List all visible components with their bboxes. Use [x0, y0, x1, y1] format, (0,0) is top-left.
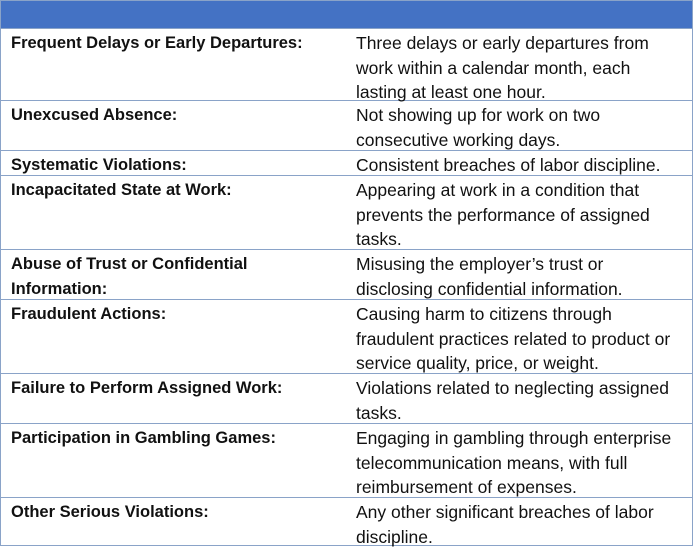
table-row — [1, 497, 692, 545]
violation-description: Three delays or early departures from work within a calendar month, each lasting at least one hour. — [356, 33, 649, 102]
violation-term: Other Serious Violations: — [11, 503, 209, 521]
table-row — [1, 299, 692, 373]
violation-description: Any other significant breaches of labor discipline. — [356, 502, 654, 547]
violation-description: Violations related to neglecting assigned tasks. — [356, 378, 669, 423]
violation-term: Unexcused Absence: — [11, 106, 178, 124]
violation-term: Participation in Gambling Games: — [11, 429, 276, 447]
table-row — [1, 373, 692, 423]
violation-description: Engaging in gambling through enterprise telecommunication means, with full reimbursement of expenses. — [356, 428, 672, 497]
violation-description: Appearing at work in a condition that prevents the performance of assigned tasks. — [356, 180, 650, 249]
violation-term: Frequent Delays or Early Departures: — [11, 34, 303, 52]
table-row — [1, 150, 692, 175]
violation-term: Incapacitated State at Work: — [11, 181, 232, 199]
table-row — [1, 249, 692, 299]
violation-description: Misusing the employer’s trust or disclosing confidential information. — [356, 254, 623, 299]
table-header-band — [1, 1, 692, 28]
violation-term: Fraudulent Actions: — [11, 305, 167, 323]
violation-description: Causing harm to citizens through fraudulent practices related to product or service quality, price, or weight. — [356, 304, 671, 373]
table-row — [1, 28, 692, 100]
violation-term: Systematic Violations: — [11, 156, 187, 174]
table-row — [1, 100, 692, 150]
violation-term: Abuse of Trust or Confidential Information: — [11, 255, 248, 298]
violation-description: Consistent breaches of labor discipline. — [356, 155, 661, 175]
table-row — [1, 175, 692, 249]
table-row — [1, 423, 692, 497]
violation-description: Not showing up for work on two consecutive working days. — [356, 105, 601, 150]
violation-term: Failure to Perform Assigned Work: — [11, 379, 283, 397]
